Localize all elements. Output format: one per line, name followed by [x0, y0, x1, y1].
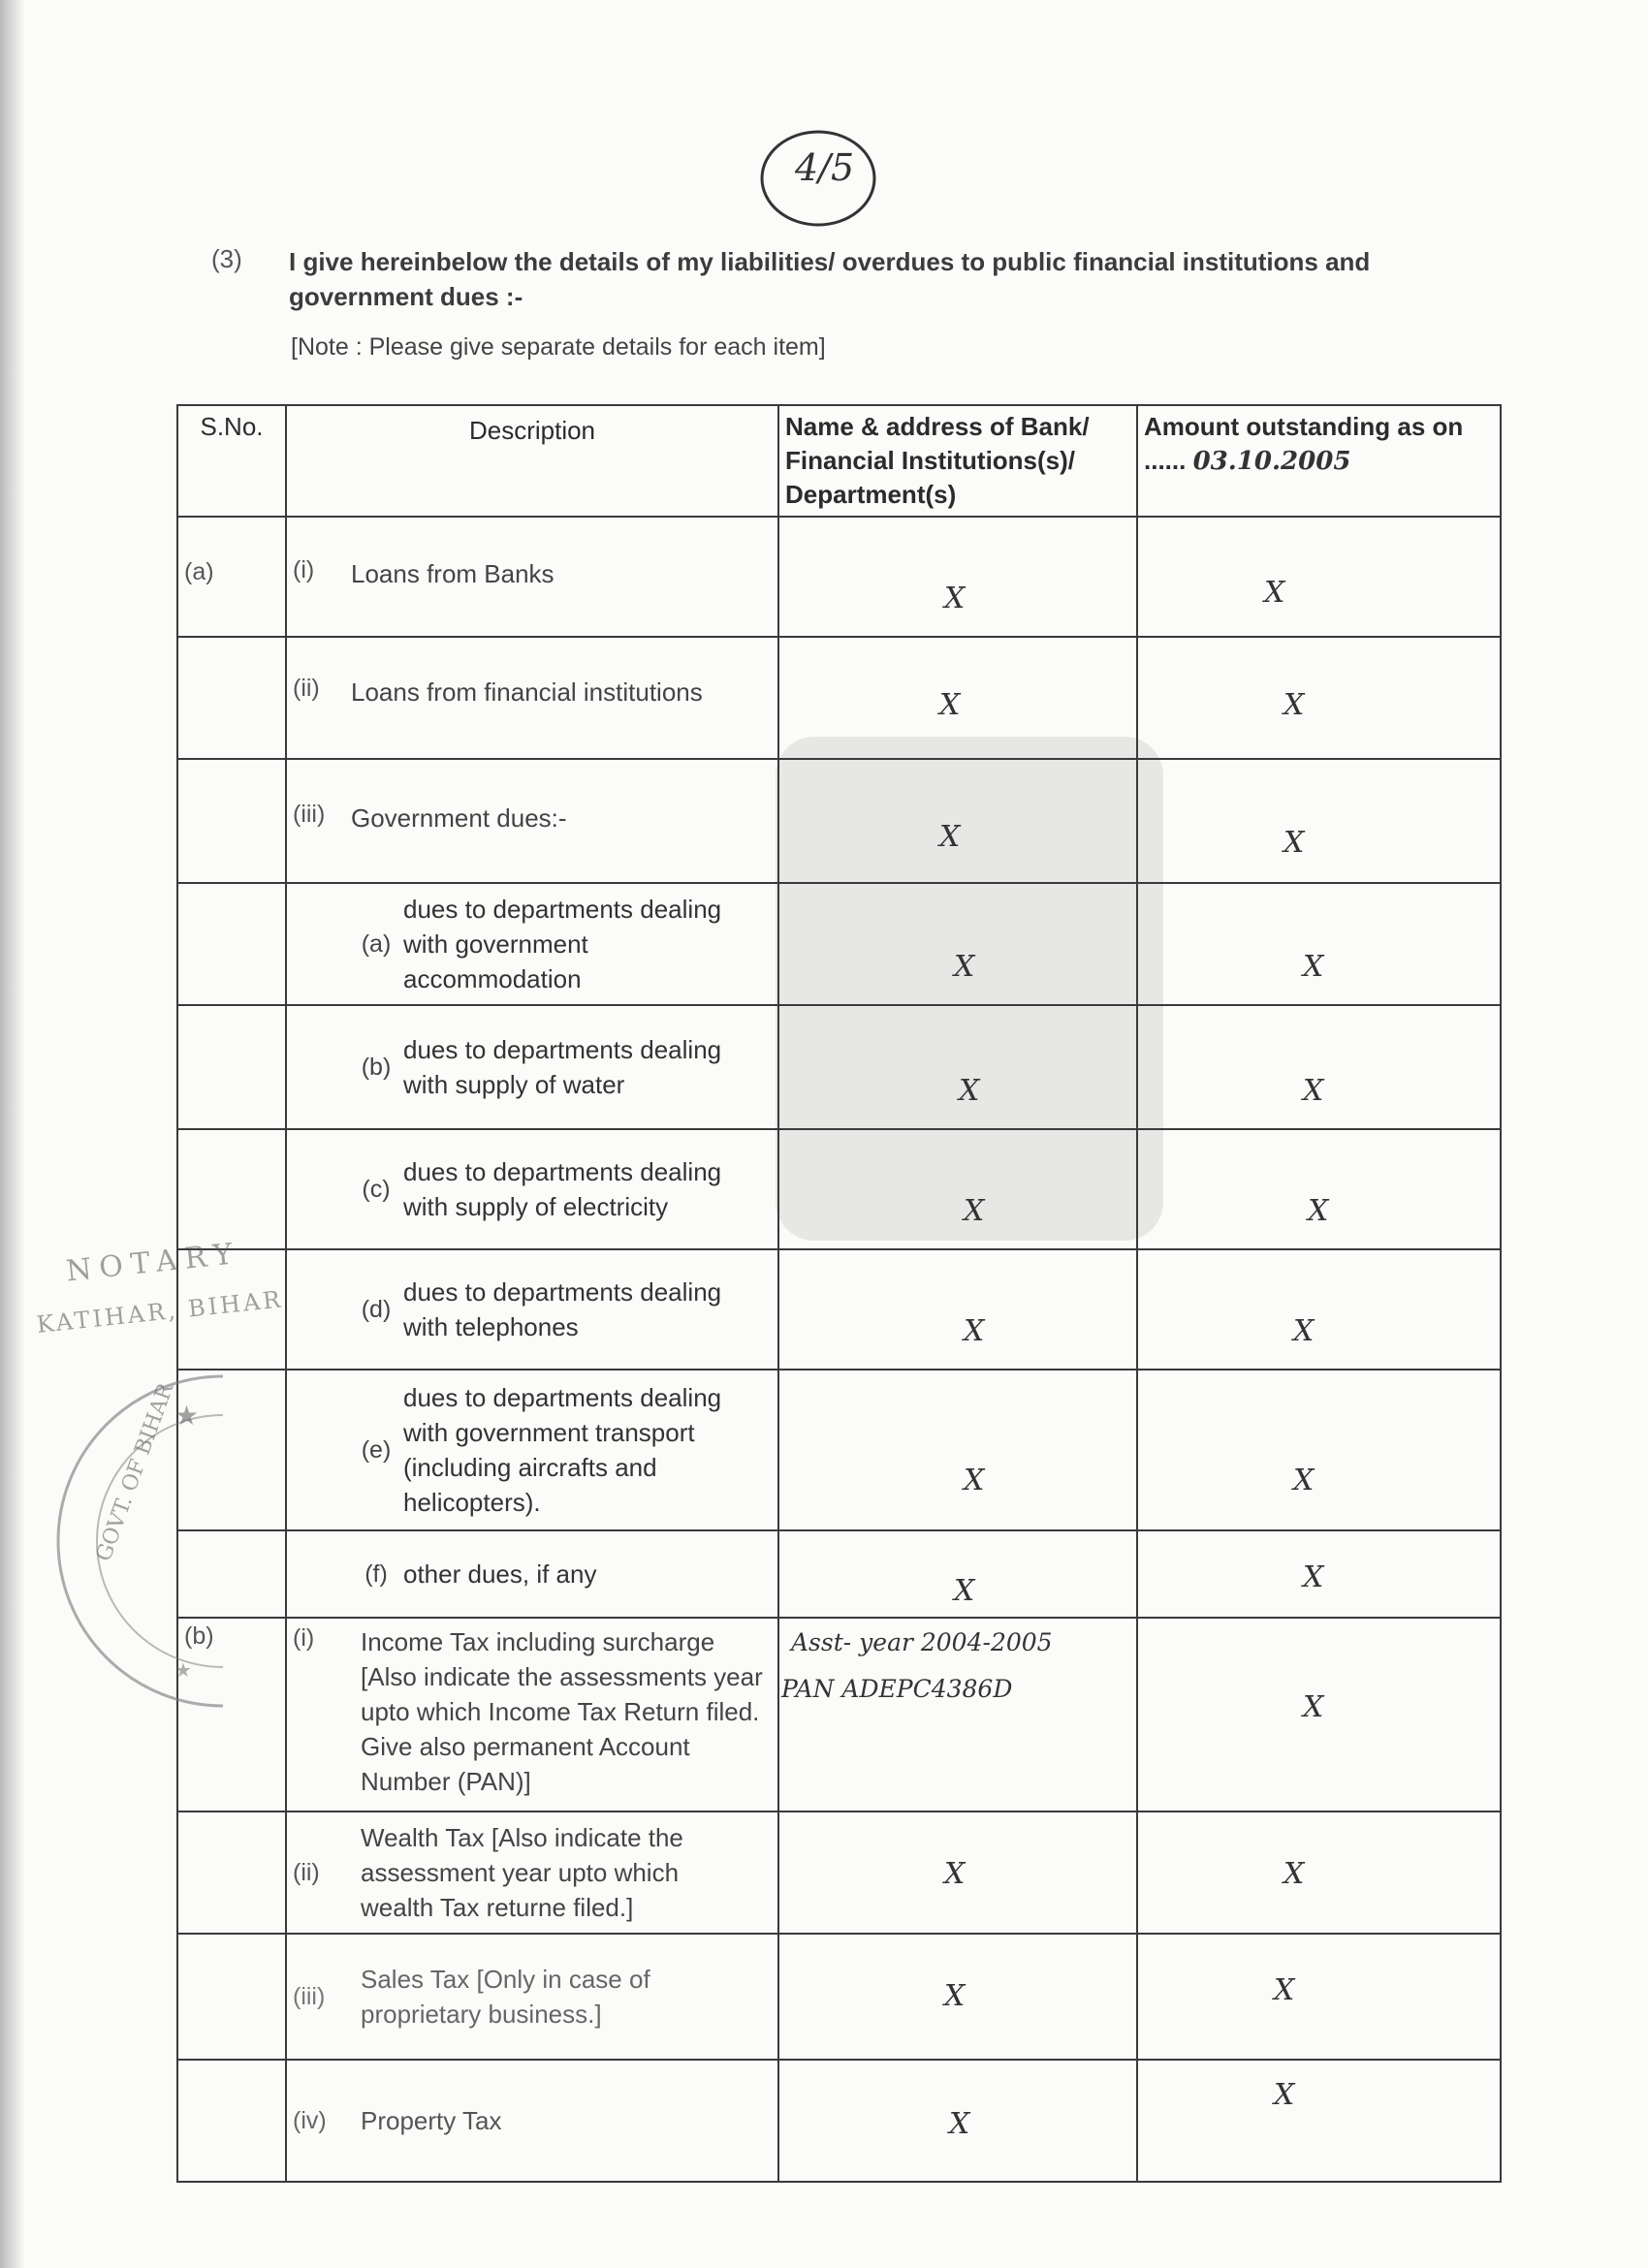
- table-row: [177, 1811, 1501, 1934]
- row-letter: (f): [364, 1559, 388, 1588]
- amount-cross-mark: X: [1284, 826, 1305, 860]
- table-row: [177, 883, 1501, 1005]
- row-description: [286, 637, 778, 759]
- table-row: [177, 517, 1501, 637]
- amount-cross-mark: X: [1303, 1690, 1324, 1724]
- bank-cross-mark: X: [959, 1074, 980, 1108]
- row-sno: (b): [177, 1618, 286, 1811]
- row-description: [286, 883, 778, 1005]
- row-text: other dues, if any: [403, 1559, 597, 1589]
- row-bank: [778, 2060, 1137, 2182]
- row-bank: [778, 1618, 1137, 1811]
- row-amount: [1137, 1129, 1501, 1249]
- row-description: [286, 517, 778, 637]
- bank-cross-mark: X: [949, 2107, 970, 2141]
- row-roman: (ii): [293, 1858, 320, 1886]
- row-sno: [177, 1005, 286, 1129]
- liabilities-table: [176, 404, 1502, 2183]
- bank-cross-mark: X: [964, 1314, 985, 1348]
- row-text: dues to departments dealing with telephones: [403, 1277, 722, 1341]
- table-row: [177, 637, 1501, 759]
- row-text: Loans from financial institutions: [351, 677, 703, 707]
- income-tax-assessment-year: Asst- year 2004-2005: [791, 1628, 1053, 1656]
- table-row: [177, 1618, 1501, 1811]
- notary-word: NOTARY: [64, 1236, 242, 1289]
- amount-cross-mark: X: [1293, 1314, 1315, 1348]
- bank-cross-mark: X: [939, 688, 961, 722]
- row-description: [286, 1249, 778, 1370]
- table-row: [177, 1530, 1501, 1618]
- table-row: [177, 1934, 1501, 2060]
- bank-cross-mark: X: [944, 582, 966, 615]
- row-amount: [1137, 883, 1501, 1005]
- row-text: dues to departments dealing with government transport (including aircrafts and helicopters).: [403, 1383, 722, 1517]
- row-letter: (d): [361, 1295, 392, 1323]
- row-roman: (iii): [293, 801, 326, 828]
- amount-cross-mark: X: [1284, 1857, 1305, 1891]
- row-letter: (c): [362, 1175, 391, 1203]
- row-description: [286, 1530, 778, 1618]
- bank-cross-mark: X: [954, 1574, 975, 1608]
- notary-stamp-text: [29, 1223, 320, 1339]
- row-text: Wealth Tax [Also indicate the assessment year upto which wealth Tax returne filed.]: [361, 1823, 683, 1922]
- row-amount: [1137, 2060, 1501, 2182]
- page-number-text: 4/5: [795, 146, 855, 189]
- header-sno: S.No.: [177, 405, 286, 517]
- row-sno: [177, 637, 286, 759]
- bank-cross-mark: X: [954, 950, 975, 984]
- row-roman: (ii): [293, 675, 320, 702]
- income-tax-pan: PAN ADEPC4386D: [781, 1675, 1013, 1703]
- row-roman: (iv): [293, 2106, 327, 2134]
- row-bank: [778, 1811, 1137, 1934]
- row-amount: [1137, 1005, 1501, 1129]
- row-description: [286, 759, 778, 883]
- row-bank: [778, 1530, 1137, 1618]
- row-amount: [1137, 637, 1501, 759]
- row-description: [286, 1005, 778, 1129]
- row-text: Government dues:-: [351, 803, 567, 833]
- amount-cross-mark: X: [1274, 2078, 1295, 2112]
- row-letter: (a): [361, 929, 392, 958]
- header-description: Description: [286, 405, 778, 517]
- scan-edge-shadow: [0, 0, 25, 2268]
- row-text: dues to departments dealing with supply of water: [403, 1035, 722, 1099]
- row-amount: [1137, 1370, 1501, 1530]
- government-seal-stamp: [29, 1357, 223, 1725]
- row-roman: (i): [293, 1624, 315, 1652]
- row-sno: [177, 759, 286, 883]
- svg-text:★: ★: [174, 1401, 200, 1431]
- header-bank: Name & address of Bank/ Financial Institutions(s)/ Department(s): [778, 405, 1137, 517]
- row-text: Sales Tax [Only in case of proprietary business.]: [361, 1965, 650, 2029]
- row-amount: [1137, 1249, 1501, 1370]
- bank-cross-mark: X: [944, 1857, 966, 1891]
- amount-cross-mark: X: [1303, 1560, 1324, 1594]
- row-amount: [1137, 1618, 1501, 1811]
- amount-cross-mark: X: [1308, 1194, 1329, 1228]
- row-description: [286, 1934, 778, 2060]
- bank-cross-mark: X: [939, 820, 961, 854]
- table-header-row: [177, 405, 1501, 517]
- row-description: [286, 1618, 778, 1811]
- row-roman: (i): [293, 556, 315, 583]
- table-row: [177, 1005, 1501, 1129]
- section-note: [Note : Please give separate details for each item]: [291, 333, 826, 361]
- row-amount: [1137, 1811, 1501, 1934]
- amount-cross-mark: X: [1274, 1973, 1295, 2007]
- row-text: dues to departments dealing with government accommodation: [403, 895, 722, 993]
- row-letter: (e): [361, 1435, 392, 1464]
- row-bank: [778, 883, 1137, 1005]
- notary-place: KATIHAR, BIHAR: [35, 1285, 285, 1339]
- row-bank: [778, 1370, 1137, 1530]
- row-sno: [177, 1811, 286, 1934]
- row-sno: [177, 883, 286, 1005]
- bank-cross-mark: X: [944, 1979, 966, 2013]
- row-description: [286, 1370, 778, 1530]
- row-description: [286, 2060, 778, 2182]
- table-row: [177, 1129, 1501, 1249]
- row-amount: [1137, 759, 1501, 883]
- row-description: [286, 1129, 778, 1249]
- header-amount-date: 03.10.2005: [1192, 447, 1351, 476]
- row-letter: (b): [361, 1053, 392, 1081]
- bank-cross-mark: X: [964, 1194, 985, 1228]
- row-bank: [778, 517, 1137, 637]
- amount-cross-mark: X: [1293, 1464, 1315, 1497]
- row-sno: [177, 2060, 286, 2182]
- seal-text: GOVT. OF BIHAR: [91, 1380, 179, 1565]
- header-amount-prefix: Amount outstanding as on ......: [1144, 412, 1464, 475]
- table-row: [177, 2060, 1501, 2182]
- row-bank: [778, 759, 1137, 883]
- amount-cross-mark: X: [1264, 576, 1285, 610]
- table-row: [177, 1370, 1501, 1530]
- page-number-mark: [756, 118, 882, 233]
- row-bank: [778, 1005, 1137, 1129]
- row-amount: [1137, 517, 1501, 637]
- row-bank: [778, 637, 1137, 759]
- row-text: Income Tax including surcharge [Also indicate the assessments year upto which Income Tax Return filed. Give also permanent Account Number (PAN)]: [361, 1627, 763, 1796]
- row-bank: [778, 1249, 1137, 1370]
- amount-cross-mark: X: [1303, 950, 1324, 984]
- row-text: dues to departments dealing with supply of electricity: [403, 1157, 722, 1221]
- section-intro: I give hereinbelow the details of my liabilities/ overdues to public financial institutions and government dues :-: [289, 247, 1371, 311]
- table-row: [177, 759, 1501, 883]
- bank-cross-mark: X: [964, 1464, 985, 1497]
- table-row: [177, 1249, 1501, 1370]
- row-text: Loans from Banks: [351, 559, 555, 588]
- header-amount: [1137, 405, 1501, 517]
- section-number: (3): [211, 244, 242, 273]
- row-sno: [177, 1934, 286, 2060]
- row-bank: [778, 1129, 1137, 1249]
- row-amount: [1137, 1530, 1501, 1618]
- row-text: Property Tax: [361, 2106, 502, 2135]
- svg-text:★: ★: [174, 1660, 192, 1682]
- amount-cross-mark: X: [1303, 1074, 1324, 1108]
- row-bank: [778, 1934, 1137, 2060]
- row-sno: (a): [177, 517, 286, 637]
- row-amount: [1137, 1934, 1501, 2060]
- row-description: [286, 1811, 778, 1934]
- row-roman: (iii): [293, 1982, 326, 2010]
- amount-cross-mark: X: [1284, 688, 1305, 722]
